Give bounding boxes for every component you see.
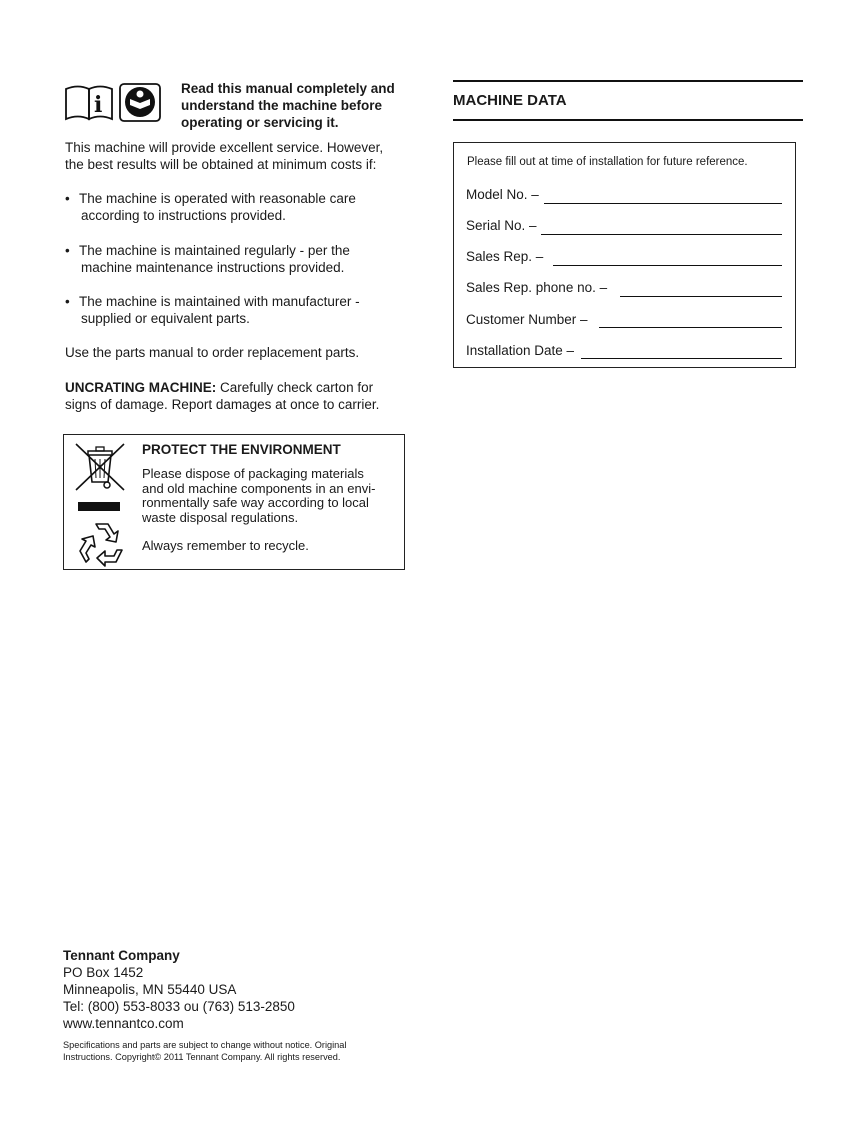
company-name: Tennant Company (63, 948, 180, 963)
parts-note: Use the parts manual to order replacement parts. (65, 345, 360, 360)
read-manual-note (181, 80, 411, 131)
legal-notice (63, 1039, 393, 1063)
installation-date-label: Installation Date – (466, 343, 575, 358)
machine-data-title: MACHINE DATA (453, 92, 567, 109)
serial-no-field[interactable] (541, 234, 782, 235)
book-info-icon (66, 87, 112, 120)
intro-paragraph (65, 139, 405, 173)
intro-line: This machine will provide excellent service. However, (65, 140, 384, 155)
environment-text (142, 467, 392, 525)
installation-date-field[interactable] (581, 358, 782, 359)
website-link[interactable]: www.tennantco.com (63, 1016, 184, 1031)
sales-rep-field[interactable] (553, 265, 782, 266)
bullet-line: machine maintenance instructions provided. (81, 260, 345, 275)
legal-line: Instructions. Copyright© 2011 Tennant Company. All rights reserved. (63, 1052, 341, 1062)
read-manual-icons (64, 81, 164, 123)
address-po-box: PO Box 1452 (63, 965, 144, 980)
read-note-line: Read this manual completely and (181, 81, 395, 96)
bullet-item (65, 190, 395, 224)
bullet-dot: • (65, 243, 70, 258)
environment-line: waste disposal regulations. (142, 509, 299, 525)
bullet-line: The machine is operated with reasonable care (79, 191, 356, 206)
bullet-item (65, 242, 395, 276)
sales-rep-phone-field[interactable] (620, 296, 782, 297)
sales-rep-phone-label: Sales Rep. phone no. – (466, 280, 608, 295)
model-no-label: Model No. – (466, 187, 539, 202)
svg-text:i: i (94, 92, 103, 118)
environment-title: PROTECT THE ENVIRONMENT (142, 442, 341, 457)
legal-line: Specifications and parts are subject to change without notice. Original (63, 1040, 347, 1050)
bullet-line: The machine is maintained regularly - per the (79, 243, 350, 258)
bullet-line: The machine is maintained with manufacturer - (79, 294, 360, 309)
separate-collection-bar-icon (78, 502, 120, 511)
address-city: Minneapolis, MN 55440 USA (63, 982, 237, 997)
recycle-icon (76, 520, 128, 568)
customer-number-field[interactable] (599, 327, 782, 328)
bullet-line: according to instructions provided. (81, 208, 286, 223)
serial-no-label: Serial No. – (466, 218, 537, 233)
model-no-field[interactable] (544, 203, 782, 204)
uncrating-label: UNCRATING MACHINE: (65, 380, 217, 395)
environment-line: Please dispose of packaging materials (142, 466, 364, 481)
uncrating-text: signs of damage. Report damages at once to carrier. (65, 397, 380, 412)
uncrating-note (65, 379, 405, 413)
address-phone: Tel: (800) 553-8033 ou (763) 513-2850 (63, 999, 295, 1014)
customer-number-label: Customer Number – (466, 312, 588, 327)
intro-line: the best results will be obtained at minimum costs if: (65, 157, 377, 172)
recycle-reminder: Always remember to recycle. (142, 538, 309, 553)
bullet-line: supplied or equivalent parts. (81, 311, 250, 326)
divider (453, 80, 803, 82)
sales-rep-label: Sales Rep. – (466, 249, 544, 264)
machine-data-note: Please fill out at time of installation for future reference. (467, 156, 748, 168)
crossed-out-bin-icon (74, 442, 126, 492)
environment-line: and old machine components in an envi- (142, 480, 376, 496)
bullet-item (65, 293, 395, 327)
environment-line: ronmentally safe way according to local (142, 495, 369, 511)
read-note-line: operating or servicing it. (181, 115, 339, 130)
divider (453, 119, 803, 121)
bullet-dot: • (65, 191, 70, 206)
bullet-dot: • (65, 294, 70, 309)
read-manual-icon (120, 84, 160, 121)
uncrating-text: Carefully check carton for (220, 380, 374, 395)
read-note-line: understand the machine before (181, 98, 383, 113)
